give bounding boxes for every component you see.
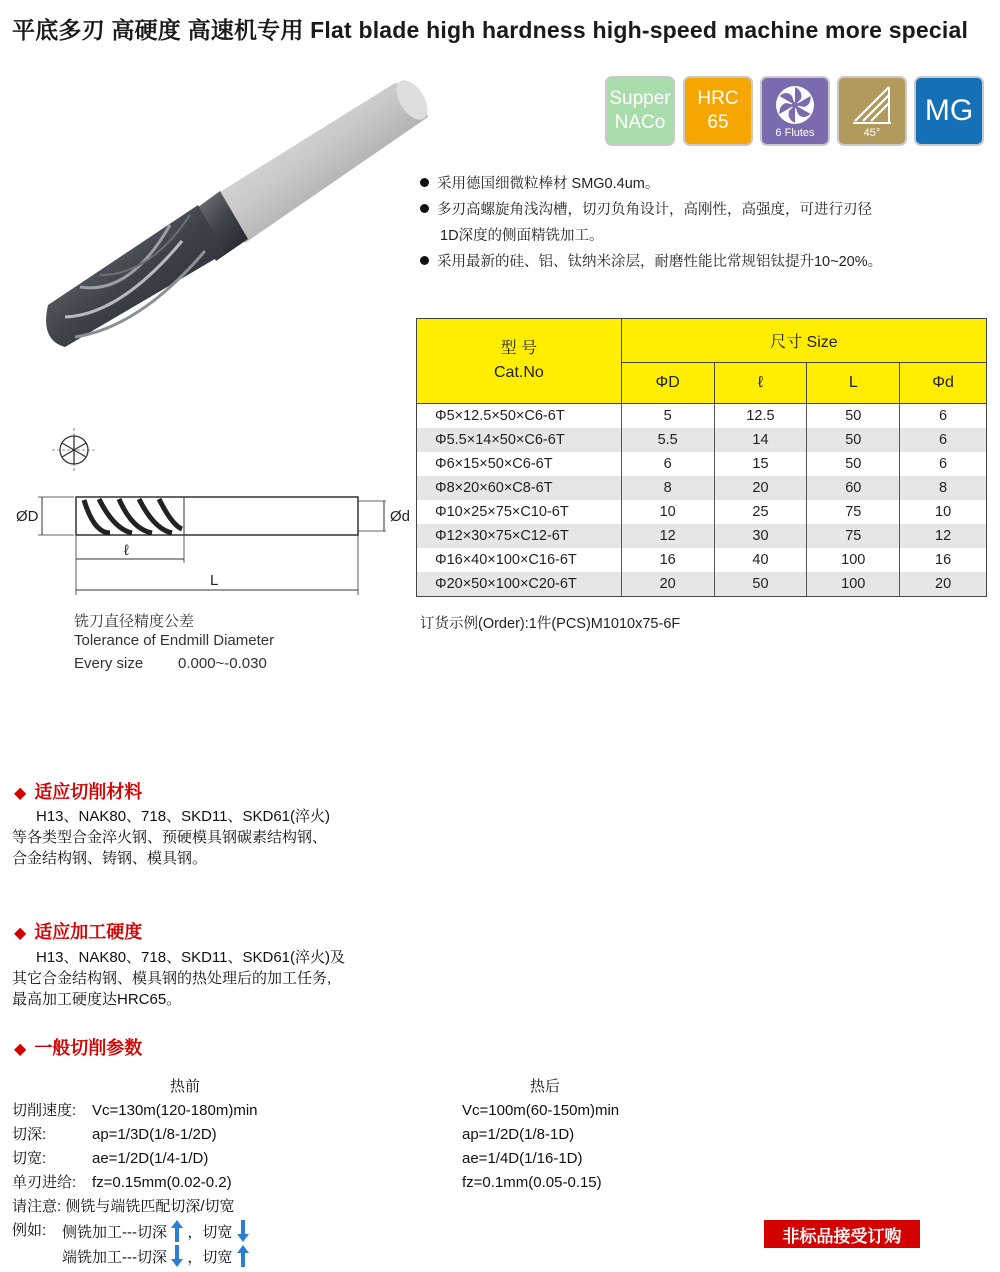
cell-l: 15 bbox=[714, 452, 807, 476]
param-before: fz=0.15mm(0.02-0.2) bbox=[92, 1174, 232, 1191]
cell-D: 16 bbox=[621, 548, 714, 572]
cell-D: 10 bbox=[621, 500, 714, 524]
cell-cat-no: Φ10×25×75×C10-6T bbox=[435, 504, 569, 520]
helix-angle-badge bbox=[837, 76, 907, 146]
cell-l: 30 bbox=[714, 524, 807, 548]
mg-badge bbox=[914, 76, 984, 146]
coating-badge-line2: NACo bbox=[614, 112, 666, 133]
hardness-line: 其它合金结构钢、模具钢的热处理后的加工任务, bbox=[12, 970, 332, 987]
cell-l: 40 bbox=[714, 548, 807, 572]
materials-line: 合金结构钢、铸钢、模具钢。 bbox=[12, 850, 208, 867]
materials-heading bbox=[14, 778, 142, 804]
cell-L: 75 bbox=[807, 500, 900, 524]
label-D: ØD bbox=[16, 508, 39, 525]
label-d: Ød bbox=[390, 508, 411, 525]
label-L: L bbox=[210, 572, 219, 589]
endmill-drawing bbox=[14, 425, 424, 600]
table-row bbox=[417, 452, 987, 476]
param-after: Vc=100m(60-150m)min bbox=[462, 1102, 620, 1119]
cell-L: 60 bbox=[807, 476, 900, 500]
param-label: 切宽: bbox=[12, 1150, 47, 1167]
size-header: 尺寸 Size bbox=[621, 319, 986, 363]
param-before: Vc=130m(120-180m)min bbox=[92, 1102, 258, 1119]
cell-d: 20 bbox=[900, 572, 987, 597]
hardness-heading-text: 适应加工硬度 bbox=[34, 922, 143, 942]
table-row bbox=[417, 476, 987, 500]
cell-d: 6 bbox=[900, 452, 987, 476]
cell-L: 75 bbox=[807, 524, 900, 548]
side-milling-sep: ，切宽 bbox=[187, 1224, 233, 1241]
model-header-cn: 型 号 bbox=[500, 340, 538, 357]
feature-item bbox=[420, 172, 659, 193]
feature-text: 多刃高螺旋角浅沟槽，切刃负角设计，高刚性，高强度，可进行刃径 bbox=[437, 202, 872, 218]
param-label: 切削速度: bbox=[12, 1102, 77, 1119]
cell-D: 5 bbox=[621, 404, 714, 429]
feature-text: 采用最新的硅、铝、钛纳米涂层，耐磨性能比常规铝钛提升10~20%。 bbox=[437, 254, 883, 270]
arrow-up-icon bbox=[171, 1220, 183, 1242]
feature-item bbox=[420, 250, 882, 271]
params-note: 请注意: 侧铣与端铣匹配切深/切宽 bbox=[12, 1198, 235, 1215]
feature-item-continuation: 1D深度的侧面精铣加工。 bbox=[440, 228, 604, 244]
cell-L: 100 bbox=[807, 548, 900, 572]
col-header-d: Φd bbox=[900, 363, 987, 404]
six-flute-icon bbox=[773, 83, 817, 127]
example-prefix: 例如: bbox=[12, 1222, 47, 1239]
endmill-product-image bbox=[20, 55, 440, 355]
cell-d: 12 bbox=[900, 524, 987, 548]
table-row bbox=[417, 500, 987, 524]
table-row bbox=[417, 548, 987, 572]
arrow-down-icon bbox=[171, 1245, 183, 1267]
cell-L: 50 bbox=[807, 428, 900, 452]
custom-order-banner: 非标品接受订购 bbox=[764, 1220, 920, 1248]
end-milling-sep: ，切宽 bbox=[187, 1249, 233, 1266]
side-milling-text: 侧铣加工---切深 bbox=[62, 1224, 167, 1241]
cell-D: 5.5 bbox=[621, 428, 714, 452]
feature-text: 采用德国细微粒棒材 SMG0.4um。 bbox=[437, 176, 660, 192]
end-milling-text: 端铣加工---切深 bbox=[62, 1249, 167, 1266]
flutes-badge bbox=[760, 76, 830, 146]
cell-cat-no: Φ5×12.5×50×C6-6T bbox=[435, 408, 565, 424]
cell-l: 14 bbox=[714, 428, 807, 452]
hardness-badge-line1: HRC bbox=[697, 88, 739, 109]
cell-cat-no: Φ20×50×100×C20-6T bbox=[417, 572, 622, 597]
end-milling-example bbox=[62, 1245, 249, 1268]
materials-line: H13、NAK80、718、SKD11、SKD61(淬火) bbox=[36, 808, 331, 825]
param-label: 单刃进给: bbox=[12, 1174, 77, 1191]
tolerance-cn: 铣刀直径精度公差 bbox=[74, 613, 195, 630]
after-heat-title: 热后 bbox=[530, 1078, 561, 1095]
page-title: 平底多刃 高硬度 高速机专用 Flat blade high hardness high-speed machine more special bbox=[12, 17, 969, 43]
hardness-badge-line2: 65 bbox=[707, 112, 729, 133]
cell-l: 50 bbox=[714, 572, 807, 597]
hardness-badge bbox=[683, 76, 753, 146]
table-row bbox=[417, 572, 987, 597]
cell-d: 16 bbox=[900, 548, 987, 572]
cell-cat-no: Φ8×20×60×C8-6T bbox=[417, 476, 622, 500]
cell-d: 10 bbox=[900, 500, 987, 524]
tolerance-en: Tolerance of Endmill Diameter bbox=[74, 632, 275, 649]
hardness-line: 最高加工硬度达HRC65。 bbox=[12, 991, 182, 1008]
before-heat-title: 热前 bbox=[170, 1078, 201, 1095]
diamond-icon: ◆ bbox=[14, 1041, 27, 1058]
table-row bbox=[417, 524, 987, 548]
bullet-icon bbox=[420, 178, 429, 187]
cell-d: 8 bbox=[900, 476, 987, 500]
model-header bbox=[417, 319, 622, 404]
hardness-heading bbox=[14, 918, 142, 944]
bullet-icon bbox=[420, 256, 429, 265]
tolerance-size-label: Every size bbox=[74, 655, 144, 672]
param-before: ap=1/3D(1/8-1/2D) bbox=[92, 1126, 217, 1143]
arrow-down-icon bbox=[237, 1220, 249, 1242]
table-row bbox=[417, 404, 987, 429]
coating-badge bbox=[605, 76, 675, 146]
materials-heading-text: 适应切削材料 bbox=[34, 782, 143, 802]
cell-l: 20 bbox=[714, 476, 807, 500]
arrow-up-icon bbox=[237, 1245, 249, 1267]
mg-badge-label: MG bbox=[924, 94, 974, 127]
order-example: 订货示例(Order):1件(PCS)M1010x75-6F bbox=[420, 616, 681, 632]
cell-l: 12.5 bbox=[714, 404, 807, 429]
cell-D: 12 bbox=[621, 524, 714, 548]
cell-L: 50 bbox=[807, 452, 900, 476]
diamond-icon: ◆ bbox=[14, 925, 27, 942]
end-view-icon bbox=[52, 428, 96, 472]
params-heading-text: 一般切削参数 bbox=[34, 1038, 143, 1058]
cell-cat-no: Φ6×15×50×C6-6T bbox=[435, 456, 553, 472]
param-after: ae=1/4D(1/16-1D) bbox=[462, 1150, 583, 1167]
coating-badge-line1: Supper bbox=[609, 88, 671, 109]
cell-cat-no: Φ16×40×100×C16-6T bbox=[435, 552, 577, 568]
hardness-line: H13、NAK80、718、SKD11、SKD61(淬火)及 bbox=[36, 949, 346, 966]
cell-cat-no: Φ12×30×75×C12-6T bbox=[417, 524, 622, 548]
table-row bbox=[417, 428, 987, 452]
col-header-L: L bbox=[807, 363, 900, 404]
flutes-badge-label: 6 Flutes bbox=[775, 126, 815, 139]
model-header-en: Cat.No bbox=[494, 364, 544, 381]
bullet-icon bbox=[420, 204, 429, 213]
tolerance-size-value: 0.000~-0.030 bbox=[178, 655, 267, 672]
spec-table bbox=[416, 318, 987, 597]
col-header-l: ℓ bbox=[714, 363, 807, 404]
cell-d: 6 bbox=[900, 428, 987, 452]
diamond-icon: ◆ bbox=[14, 785, 27, 802]
col-header-D: ΦD bbox=[621, 363, 714, 404]
params-heading bbox=[14, 1034, 142, 1060]
param-label: 切深: bbox=[12, 1126, 47, 1143]
cell-L: 50 bbox=[807, 404, 900, 429]
param-after: fz=0.1mm(0.05-0.15) bbox=[462, 1174, 602, 1191]
cell-D: 8 bbox=[621, 476, 714, 500]
cell-l: 25 bbox=[714, 500, 807, 524]
cell-L: 100 bbox=[807, 572, 900, 597]
side-milling-example bbox=[62, 1220, 249, 1243]
param-before: ae=1/2D(1/4-1/D) bbox=[92, 1150, 209, 1167]
cell-D: 20 bbox=[621, 572, 714, 597]
helix-angle-icon bbox=[849, 83, 895, 127]
feature-item bbox=[420, 198, 872, 219]
cell-cat-no: Φ5.5×14×50×C6-6T bbox=[417, 428, 622, 452]
cell-D: 6 bbox=[621, 452, 714, 476]
helix-angle-label: 45° bbox=[863, 126, 881, 139]
label-l: ℓ bbox=[124, 542, 129, 559]
materials-line: 等各类型合金淬火钢、预硬模具钢碳素结构钢、 bbox=[12, 829, 328, 846]
param-after: ap=1/2D(1/8-1D) bbox=[462, 1126, 575, 1143]
cell-d: 6 bbox=[900, 404, 987, 429]
